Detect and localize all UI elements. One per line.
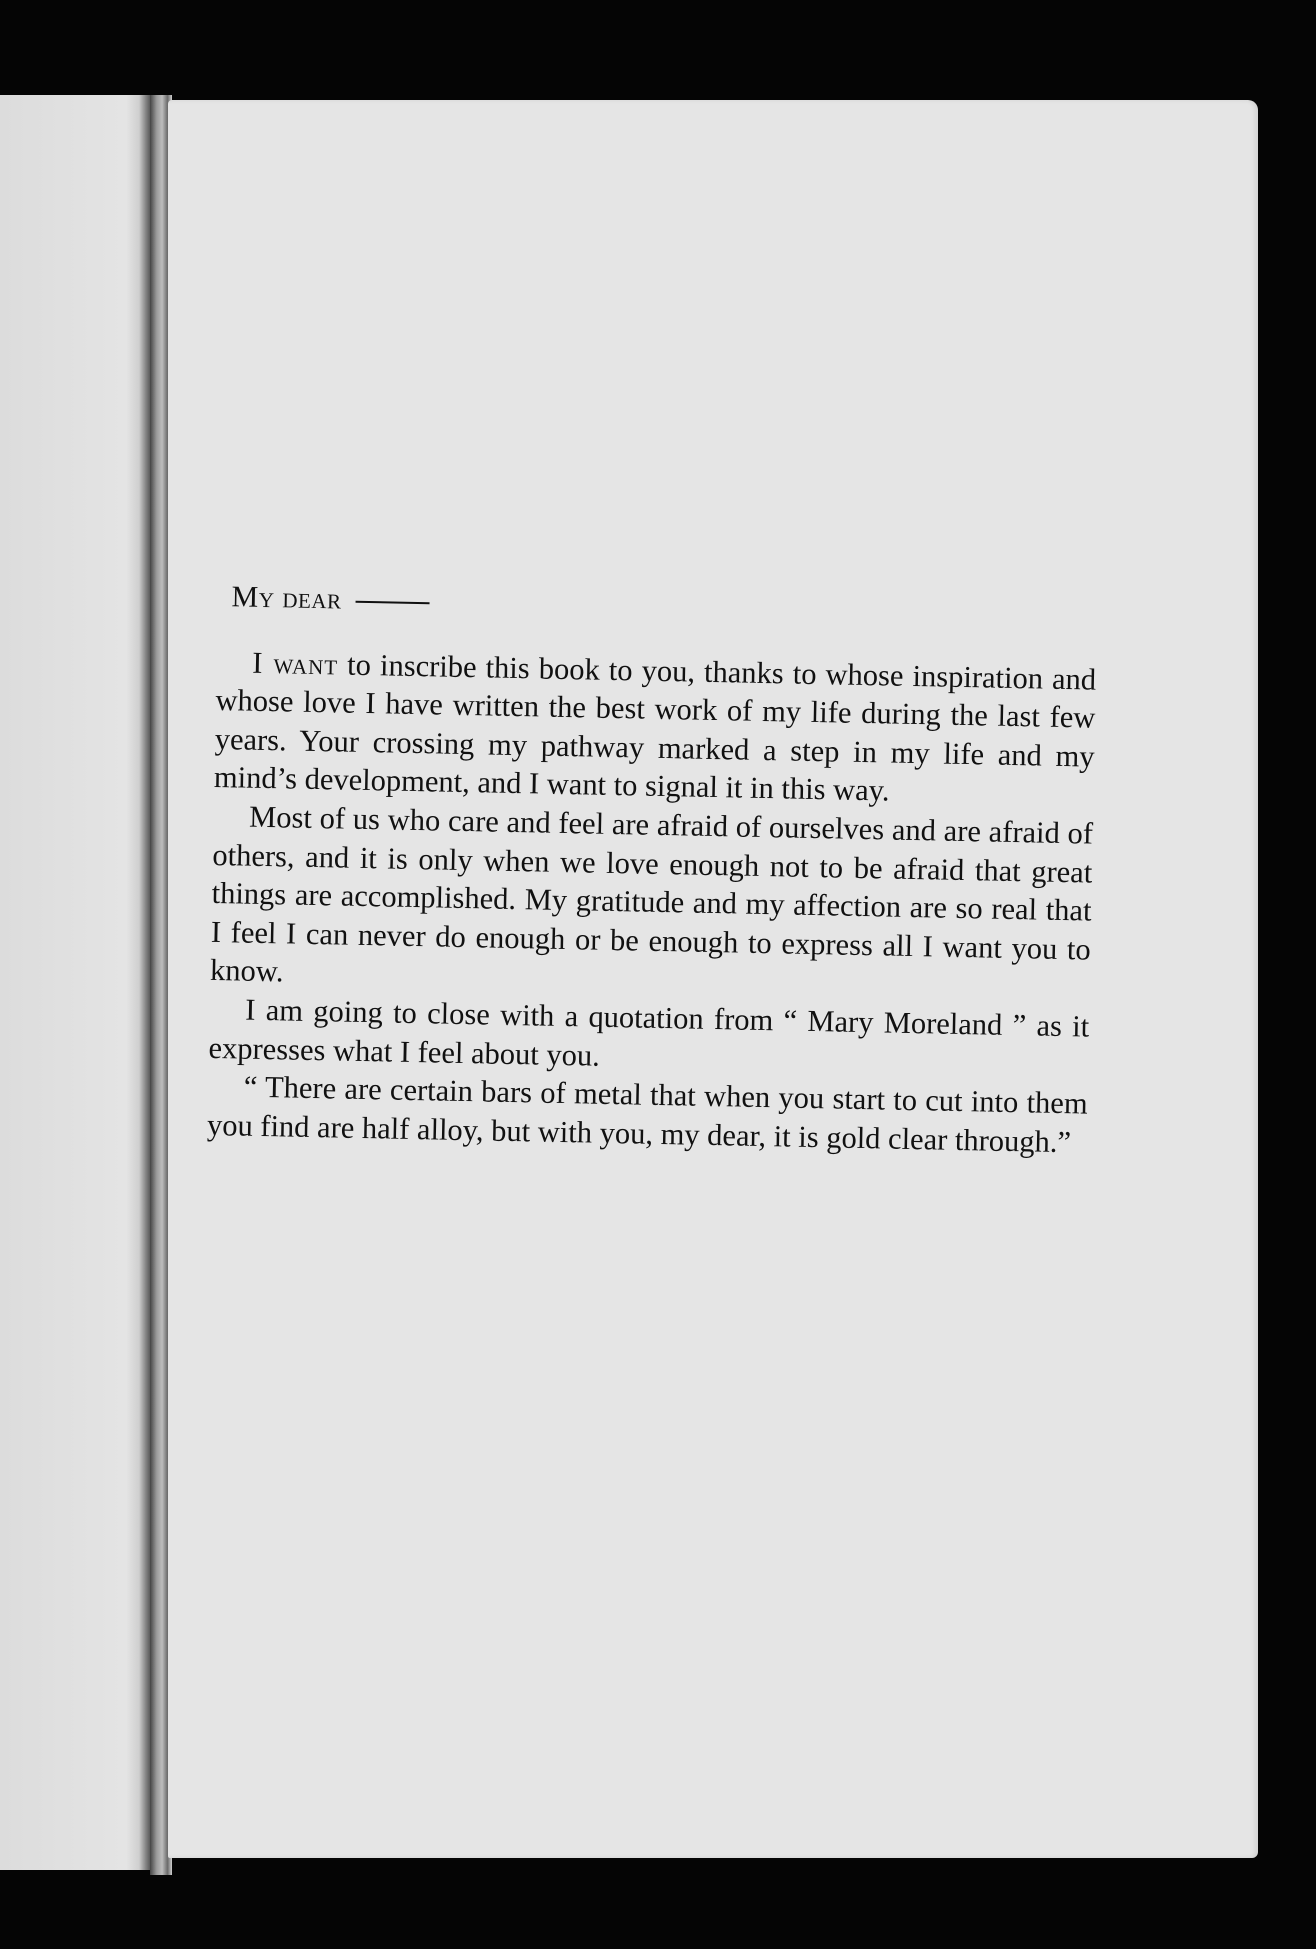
salutation-dash (356, 601, 430, 604)
paragraph-body: Most of us who care and feel are afraid of ourselves and are afraid of others, and it is only when we love enough not to be afraid that great things are accomplished. My gratitude and my affection are so real that I feel I can never do enough or be enough to express all I want you to know. (209, 799, 1094, 989)
paragraph-body: to inscribe this book to you, thanks to whose inspiration and whose love I have written the best work of my life during the last few years. Your crossing my pathway marked a step in my life and my mind’s development, and I want to signal it in this way. (213, 647, 1097, 808)
salutation-text: My dear (231, 580, 342, 616)
paragraph-lead: I want (251, 645, 339, 682)
dedication-text (207, 578, 1098, 1162)
facing-page-edge (0, 95, 158, 1870)
paragraph-body: I am going to close with a quotation from “ Mary Moreland ” as it expresses what I feel about you. (208, 992, 1090, 1073)
paragraph-2 (210, 797, 1094, 1008)
paragraph-1 (214, 643, 1097, 815)
paragraph-body: “ There are certain bars of metal that when you start to cut into them you find are half alloy, but with you, my dear, it is gold clear through.” (206, 1069, 1088, 1159)
